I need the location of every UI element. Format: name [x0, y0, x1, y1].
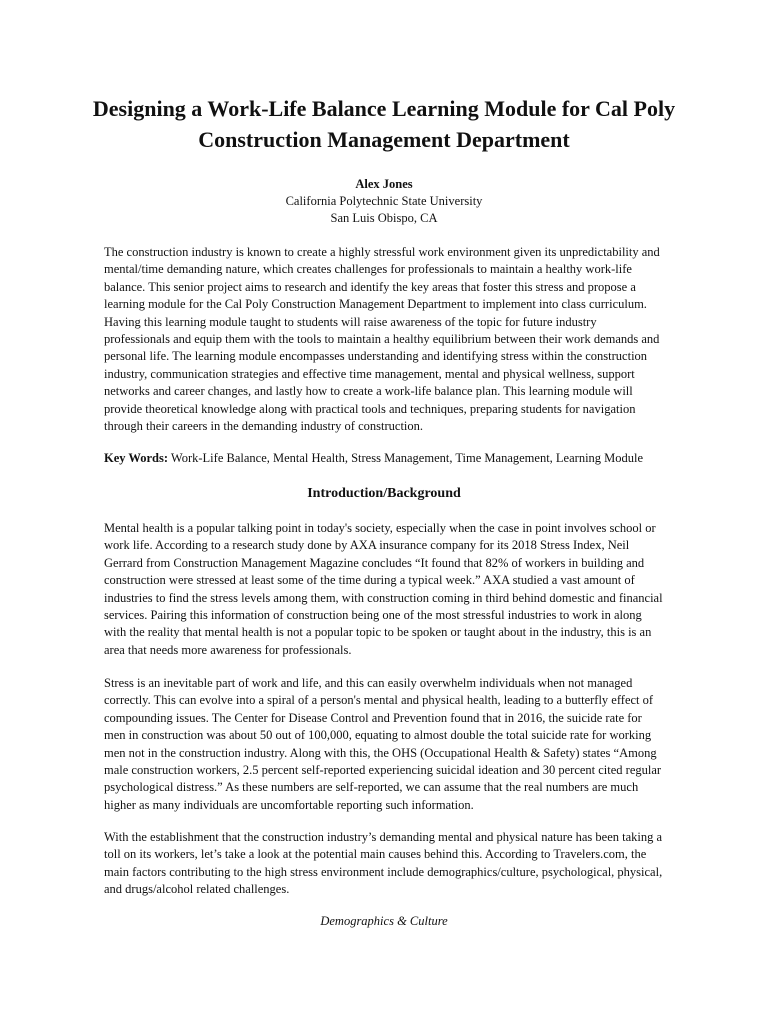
author-affiliation: California Polytechnic State University [285, 194, 483, 208]
abstract-paragraph: The construction industry is known to create a highly stressful work environment given its unpredictability and mental/time demanding nature, which creates challenges for professionals to maintain a healthy work-life balance. This senior project aims to research and identify the key areas that foster this stress and propose a learning module for the Cal Poly Construction Management Department to implement into class curriculum. Having this learning module taught to students will raise awareness of the topic for future industry professionals and equip them with the tools to maintain a healthy equilibrium between their work demands and personal life. The learning module encompasses understanding and identifying stress within the construction industry, communication strategies and effective time management, mental and physical wellness, support networks and career changes, and lastly how to create a work-life balance plan. This learning module will provide theoretical knowledge along with practical tools and techniques, preparing students for navigation through their careers in the demanding industry of construction. [104, 245, 660, 434]
author-name: Alex Jones [355, 177, 413, 191]
author-location: San Luis Obispo, CA [330, 211, 438, 225]
keywords-label: Key Words: [104, 451, 169, 465]
subsection-heading: Demographics & Culture [320, 914, 448, 928]
body-paragraph: Stress is an inevitable part of work and life, and this can easily overwhelm individuals when not managed correctly. This can evolve into a spiral of a person's mental and physical health, leading to a butterfly effect of compounding issues. The Center for Disease Control and Prevention found that in 2016, the suicide rate for men in construction was about 50 out of 100,000, equating to almost double the total suicide rate for working men not in the construction industry. Along with this, the OHS (Occupational Health & Safety) states “Among male construction workers, 2.5 percent self-reported experiencing suicidal ideation and 30 percent cited regular psychological distress.” As these numbers are self-reported, we can assume that the real numbers are much higher as many individuals are uncomfortable reporting such information. [104, 676, 662, 812]
keywords-text: Work-Life Balance, Mental Health, Stress Management, Time Management, Learning Module [170, 451, 644, 465]
paper-title: Designing a Work-Life Balance Learning Module for Cal Poly Construction Management Department [92, 96, 676, 152]
section-heading: Introduction/Background [307, 486, 461, 501]
author-block [0, 176, 768, 227]
body-paragraph: Mental health is a popular talking point in today's society, especially when the case in point involves school or work life. According to a research study done by AXA insurance company for its 2018 Stress Index, Neil Gerrard from Construction Management Magazine concludes “It found that 82% of workers in building and construction were stressed at least some of the time during a typical week.” AXA studied a vast amount of industries to find the stress levels among them, with construction coming in third behind domestic and financial services. Pairing this information of construction being one of the most stressful industries to work in along with the reality that mental health is not a popular topic to be spoken or taught about in the industry, this is an area that needs more awareness for professionals. [104, 521, 663, 657]
keywords-line [104, 450, 664, 467]
body-paragraph: With the establishment that the construction industry’s demanding mental and physical nature has been taking a toll on its workers, let’s take a look at the potential main causes behind this. According to Travelers.com, the main factors contributing to the high stress environment include demographics/culture, psychological, physical, and drugs/alcohol related challenges. [104, 830, 663, 897]
